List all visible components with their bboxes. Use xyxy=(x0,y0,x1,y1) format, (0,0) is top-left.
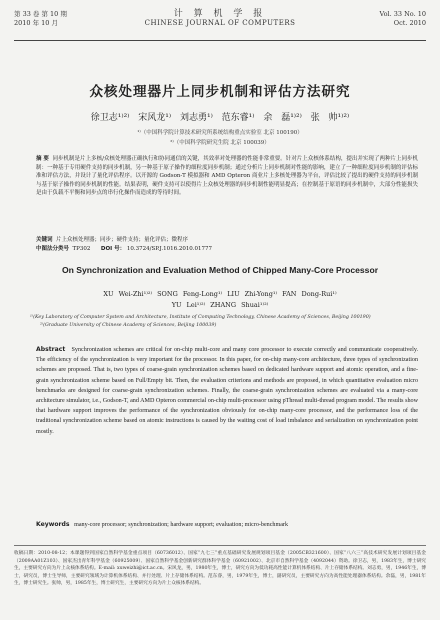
affiliation-cn-1: ¹⁾（中国科学院计算技术研究所系统结构重点实验室 北京 100190） xyxy=(137,130,303,136)
affiliation-en-2: ²⁾(Graduate University of Chinese Academy of Sciences, Beijing 100039) xyxy=(40,323,217,328)
running-header xyxy=(14,10,426,38)
header-volume-en: Vol. 33 No. 10 xyxy=(379,10,426,18)
keywords-cn-block xyxy=(36,236,418,253)
header-center xyxy=(14,10,426,28)
abstract-cn-label: 摘 要 xyxy=(36,156,49,162)
doi-value: 10.3724/SP.J.1016.2010.01777 xyxy=(126,245,213,252)
abstract-cn xyxy=(36,155,418,198)
paper-title-cn: 众核处理器片上同步机制和评估方法研究 xyxy=(89,84,351,100)
header-volume-cn: 第 33 卷 第 10 期 xyxy=(14,10,67,18)
header-journal-cn: 计 算 机 学 报 xyxy=(173,9,267,19)
affiliation-en-1: ¹⁾(Key Laboratory of Computer System and Architecture, Institute of Computing Technology, Chinese Academy of Sciences, Beijing 100190) xyxy=(30,315,371,320)
paper-title-en: On Synchronization and Evaluation Method of Chipped Many-Core Processor xyxy=(61,265,379,275)
header-rule xyxy=(14,40,426,41)
keywords-cn: 片上众核处理器；同步；硬件支持；量化评估；微程序 xyxy=(56,237,189,243)
authors-en-1: XU Wei-Zhi¹⁾²⁾ SONG Feng-Long¹⁾ LIU Zhi-Yong¹⁾ FAN Dong-Rui¹⁾ xyxy=(103,290,337,298)
abstract-en-label: Abstract xyxy=(36,346,66,353)
clc-label: 中图法分类号 xyxy=(36,245,70,252)
keywords-en: many-core processor; synchronization; hardware support; evaluation; micro-benchmark xyxy=(74,522,288,528)
abstract-en xyxy=(36,345,418,437)
keywords-en-label: Keywords xyxy=(36,521,70,528)
abstract-en-text: Synchronization schemes are critical for on-chip multi-core and many core processor to execute correctly and communicate cooperatively. The efficiency of the synchronization is very important for the processor. In this paper, for on-chip many-core architecture, three types of synchronization schemes are proposed. That is, two types of coarse-grain synchronization schemes based on dedicated hardware support and atomic operation, and a fine-grain synchronization scheme based on Full/Empty bit. Then, the evaluation criterions and methods are proposed, in which quantitative evaluation micro benchmarks are designed for coarse-grain synchronization schemes. Finally, the coarse-grain synchronization schemes are evaluated via a many-core architecture simulator, i.e., Godson-T, and AMD Opteron commercial on-chip multi-processor using pThread multi-thread program model. The results show that hardware support improves the performance of the synchronization obviously for on-chip many-core processor, and the performance loss of the traditional synchronization scheme based on atomic instructions is caused by the waiting cost of load imbalance and serialization on synchronization point mostly. xyxy=(36,347,419,435)
clc-value: TP302 xyxy=(72,245,91,252)
header-journal-en: CHINESE JOURNAL OF COMPUTERS xyxy=(144,19,296,27)
authors-en-2: YU Lei¹⁾²⁾ ZHANG Shuai¹⁾²⁾ xyxy=(171,301,269,309)
header-date-en: Oct. 2010 xyxy=(393,19,426,27)
keywords-cn-label: 关键词 xyxy=(36,237,53,243)
affiliation-cn-2: ²⁾（中国科学院研究生院 北京 100039） xyxy=(170,140,270,146)
doi-label: DOI 号： xyxy=(100,245,126,252)
footnote: 收稿日期：2010-08-12；本课题得到国家自然科学基金重点项目（60736012）、国家“九七三”重点基础研究发展规划项目基金（2005CB321600）、国家“八六三”高技术研究发展计划项目基金（2009AA01Z103）、国家杰出青年科学基金（60925009）、国家自然科学基金创新研究群体科学基金（60921002）、北京市自然科学基金（4092044）资助。徐卫志，男，1983年生，博士研究生，主要研究方向为片上众核体系结构。E-mail: xuweizhi@ict.ac.cn。宋风龙，男，1980年生，博士，研究方向为低功耗高性能计算机体系结构、片上存储体系结构。刘志勇，男，1946年生，博士，研究员，博士生导师，主要研究领域为计算机体系结构、并行处理、片上存储体系结构。范东睿，男，1979年生，博士，副研究员，主要研究方向为高性能处理器体系结构。余磊，男，1981年生，博士研究生。张帅，男，1985年生，博士研究生，主要研究方向为片上众核体系结构。 xyxy=(14,545,426,588)
header-date-cn: 2010 年 10 月 xyxy=(14,19,59,27)
keywords-en-block xyxy=(36,520,418,530)
authors-cn: 徐卫志¹⁾²⁾ 宋风龙¹⁾ 刘志勇¹⁾ 范东睿¹⁾ 余 磊¹⁾²⁾ 张 帅¹⁾²⁾ xyxy=(90,113,350,123)
header-right xyxy=(380,10,426,28)
abstract-cn-text: 同步机制是片上多核/众核处理器正确执行和协同通信的关键，其效率对处理器的性能非常重要。针对片上众核体系结构，提出并实现了两种片上同步机制：一种基于专用硬件支持的同步机制，另一种基于原子操作的细粒度同步机制；通过分析片上同步机制对性能的影响，建立了一种细粒度同步机制的评估标准和评估方法，并设计了量化评估程序。以开源的 Godson-T 模拟器和 AMD Opteron 商业片上多核处理器为平台，评估比较了提出的硬件支持的同步机制与基于原子操作的同步机制的性能。结果表明，硬件支持可以使得片上众核处理器的同步机制性能明显提高；在控制基于原语的同步机制中，大部分性能损失是由于负载不平衡和同步点的串行化操作而造成的等待时间。 xyxy=(36,156,419,197)
